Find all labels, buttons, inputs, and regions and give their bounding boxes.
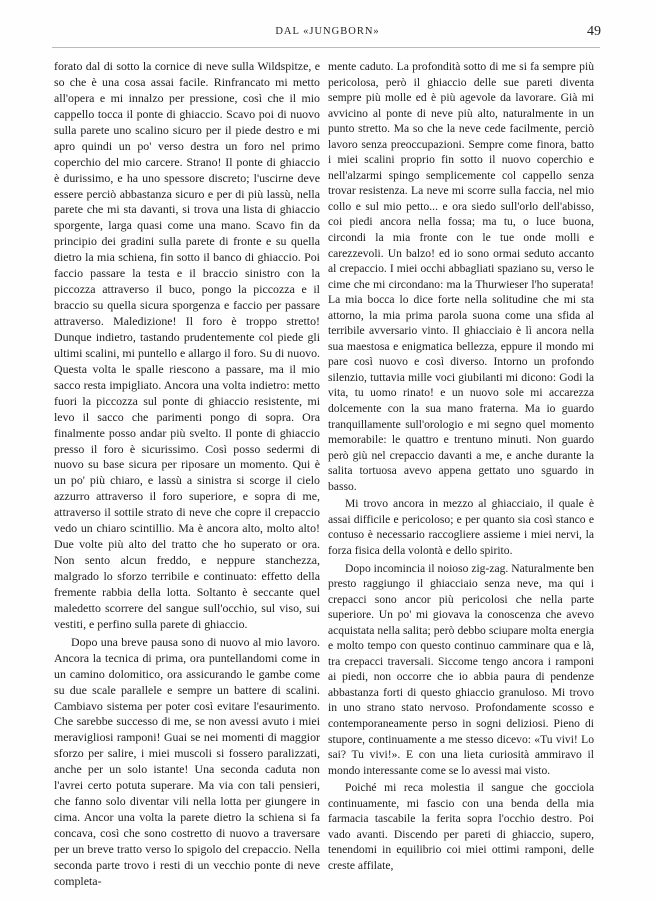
paragraph: mente caduto. La profondità sotto di me si fa sempre più pericolosa, però il ghiaccio delle sue pareti diventa sempre più molle ed è più agevole da lavorare. Già mi avvicino al ponte di neve più alto, naturalmente in un punto stretto. Ma so che la neve cede facilmente, perciò lavoro senza preoccupazioni. Sempre come finora, batto i miei scalini proprio fin sotto il nuovo coperchio e nell'alzarmi spingo semplicemente col cappello senza trovar resistenza. La neve mi scorre sulla faccia, nel mio collo e sul mio petto... e ora siedo sull'orlo dell'abisso, coi piedi ancora nella fossa; ma tu, o luce buona, circondi la mia fronte con le tue onde molli e carezzevoli. Un balzo! ed io sono ormai seduto accanto al crepaccio. I miei occhi abbagliati spaziano su, verso le cime che mi circondano: ma la Thurwieser l'ho superata! La mia bocca lo dice forte nella solitudine che mi sta attorno, la mia prima parola suona come una sfida al terribile avversario vinto. Il ghiacciaio è lì ancora nella sua maestosa e enigmatica bellezza, eppure il mondo mi pare così nuovo e così diverso. Intorno un profondo silenzio, tuttavia mille voci giubilanti mi dicono: Godi la vita, tu uomo rinato! e un nuovo sole mi accarezza dolcemente con la sua mano fraterna. Ma io guardo tranquillamente sull'orologio e mi segno quel momento memorabile: le quattro e trentuno minuti. Non guardo però giù nel crepaccio davanti a me, e anche durante la salita tortuosa avevo appena gettato uno sguardo in basso. bbox=[328, 60, 594, 493]
paragraph: Dopo una breve pausa sono di nuovo al mio lavoro. Ancora la tecnica di prima, ora puntellandomi come in un camino dolomitico, ora assicurando le gambe come su due scale parallele e sempre un battere di scalini. Cambiavo sistema per poter così evitare l'esaurimento. Che sarebbe successo di me, se non avessi avuto i miei meravigliosi ramponi! Guai se nei momenti di maggior sforzo per salire, i miei muscoli si fossero paralizzati, anche per un solo istante! Una seconda caduta non l'avrei certo potuta superare. Ma via con tali pensieri, che fanno solo diventar vili nella lotta per giungere in cima. Ancor una volta la parete dietro la schiena si fa concava, così che sono costretto di nuovo a traversare per un breve tratto verso lo spigolo del crepaccio. Nella seconda parte trovo i resti di un vecchio ponte di neve completa- bbox=[54, 634, 320, 888]
running-head bbox=[0, 26, 655, 46]
header-rule bbox=[52, 47, 600, 48]
right-column bbox=[328, 59, 594, 873]
page-number: 49 bbox=[587, 24, 601, 39]
paragraph: Poiché mi reca molestia il sangue che gocciola continuamente, mi fascio con una benda della mia farmacia tascabile la ferita sopra l'occhio destro. Poi vado avanti. Discendo per pareti di ghiaccio, supero, tenendomi in equilibrio coi miei ottimi ramponi, delle creste affilate, bbox=[328, 781, 594, 872]
paragraph: Mi trovo ancora in mezzo al ghiacciaio, il quale è assai difficile e pericoloso; e per quanto sia così stanco e contuso è necessario raccogliere assieme i miei nervi, la forza fisica della volontà e dello spirito. bbox=[328, 497, 594, 557]
paragraph: forato dal di sotto la cornice di neve sulla Wildspitze, e so che è una cosa assai facile. Rinfrancato mi metto all'opera e mi innalzo per pressione, così che il mio cappello tocca il ponte di ghiaccio. Scavo poi di nuovo sulla parete uno scalino sicuro per il piede destro e mi apro quindi un po' verso destra un foro nel primo coperchio del mio carcere. Strano! Il ponte di ghiaccio è durissimo, e ha uno spessore discreto; l'uscirne deve essere perciò abbastanza sicuro e per di più lassù, nella parete che mi sta davanti, si trova una lista di ghiaccio sporgente, larga quasi come una mano. Scavo fin da principio dei gradini sulla parete di fronte e su quella dietro la mia schiena, fin sotto il banco di ghiaccio. Poi faccio passare la testa e il braccio sinistro con la piccozza attraverso il buco, pongo la piccozza e il braccio su quella sicura sporgenza e faccio per passare attraverso. Maledizione! Il foro è troppo stretto! Dunque indietro, tastando prudentemente col piede gli ultimi scalini, mi puntello e allargo il foro. Su di nuovo. Questa volta le spalle riescono a passare, ma il mio sacco resta impigliato. Ancora una volta indietro: metto fuori la piccozza sul ponte di ghiaccio resistente, mi levo il sacco che parimenti pongo di sopra. Ora finalmente posso andar più svelto. Il ponte di ghiaccio presso il foro è sicurissimo. Così posso sedermi di nuovo su base sicura per riposare un momento. Qui è un po' più chiaro, e lassù a sinistra si scorge il cielo azzurro attraverso il foro superiore, e sopra di me, attraverso il sottile strato di neve che copre il crepaccio vedo un chiaro scintillio. Ma è ancora alto, molto alto! Due volte più alto del tratto che ho superato or ora. Non sento alcun freddo, e neppure stanchezza, malgrado lo sforzo terribile e continuato: effetto della fremente rabbia della lotta. Soltanto è seccante quel maledetto scorrere del sangue sull'occhio, sul viso, sui vestiti, e perfino sulla parete di ghiaccio. bbox=[54, 59, 320, 631]
running-title: DAL «JUNGBORN» bbox=[275, 26, 380, 37]
paragraph: Dopo incomincia il noioso zig-zag. Naturalmente ben presto raggiungo il ghiacciaio senza neve, ma qui i crepacci sono ancor più pericolosi che nella parte superiore. Un po' mi giovava la conoscenza che avevo acquistata nella salita; però debbo sciupare molta energia e molto tempo con questo continuo camminare qua e là, tra crepacci traversali. Siccome tengo ancora i ramponi ai piedi, non occorre che io abbia paura di pendenze abbastanza forti di questo ghiaccio granuloso. Mi trovo in uno strano stato nervoso. Profondamente scosso e contemporaneamente perso in sogni deliziosi. Pieno di stupore, continuamente a me stesso dicevo: «Tu vivi! Lo sai? Tu vivi!». E con una lieta curiosità ammiravo il mondo interessante come se lo avessi mai visto. bbox=[328, 561, 594, 777]
left-column bbox=[54, 59, 320, 890]
